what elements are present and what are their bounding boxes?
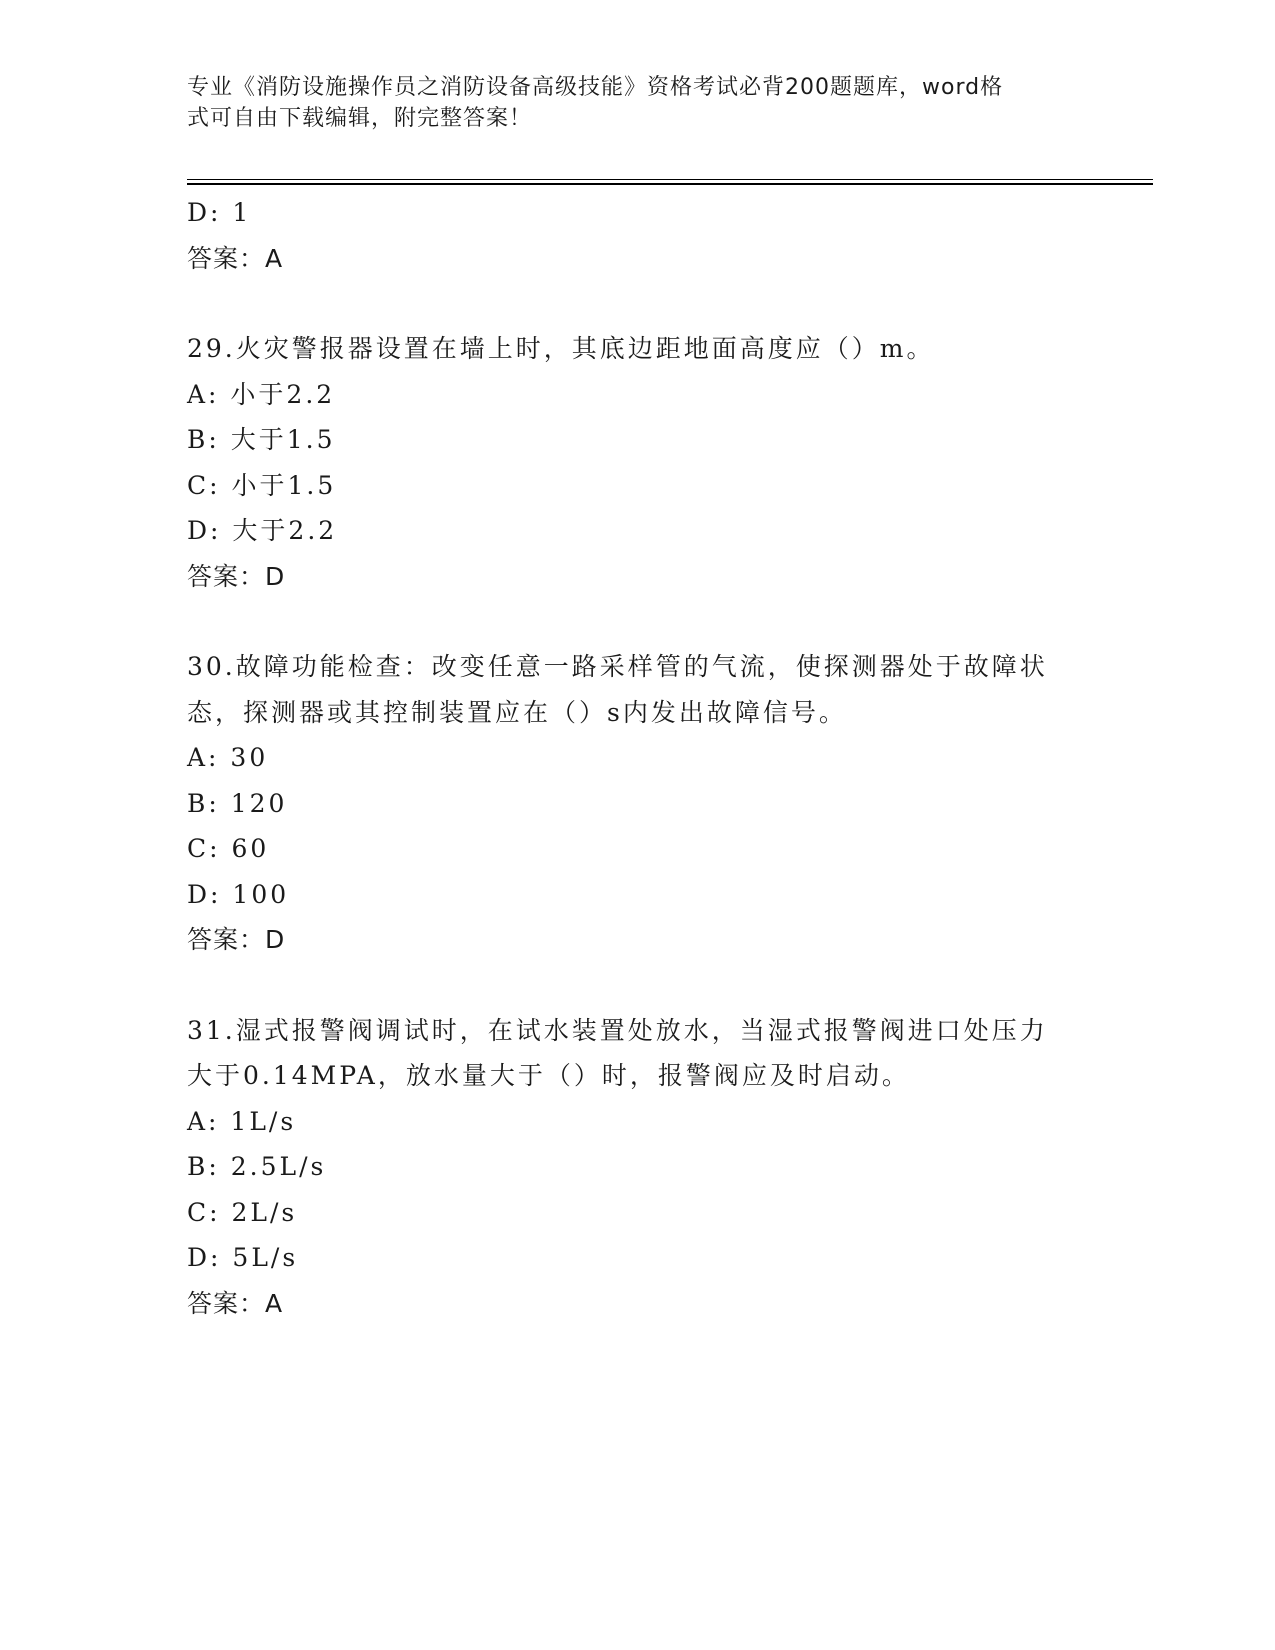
header-divider-thin <box>187 179 1153 180</box>
option-d: D: 100 <box>187 879 290 909</box>
option-d: D: 5L/s <box>187 1243 299 1272</box>
document-header <box>187 72 1067 134</box>
question-stem-line: 30.故障功能检查：改变任意一路采样管的气流，使探测器处于故障状 <box>187 652 1048 681</box>
question-stem-line: 态，探测器或其控制装置应在（）s内发出故障信号。 <box>187 697 847 727</box>
option-c: C: 60 <box>187 834 270 863</box>
header-divider-thick <box>187 183 1153 185</box>
previous-question-tail <box>187 190 1087 281</box>
option-a: A: 30 <box>187 743 269 772</box>
option-b: B: 大于1.5 <box>187 425 336 454</box>
answer-line: 答案：A <box>187 1288 284 1318</box>
option-a: A: 小于2.2 <box>187 379 336 409</box>
option-d: D: 1 <box>187 198 252 227</box>
option-c: C: 小于1.5 <box>187 470 337 500</box>
option-d: D: 大于2.2 <box>187 516 338 545</box>
option-b: B: 2.5L/s <box>187 1152 327 1181</box>
question-stem-line: 大于0.14MPA，放水量大于（）时，报警阀应及时启动。 <box>187 1061 910 1090</box>
question-31 <box>187 1008 1087 1327</box>
option-c: C: 2L/s <box>187 1197 298 1227</box>
option-a: A: 1L/s <box>187 1106 297 1136</box>
header-line-2: 式可自由下载编辑，附完整答案！ <box>187 106 533 131</box>
answer-line: 答案：D <box>187 561 286 591</box>
question-list <box>187 190 1087 1326</box>
question-stem-line: 29.火灾警报器设置在墙上时，其底边距地面高度应（）m。 <box>187 334 935 363</box>
answer-line: 答案：A <box>187 243 284 273</box>
header-line-1: 专业《消防设施操作员之消防设备高级技能》资格考试必背200题题库，word格 <box>187 75 1004 100</box>
question-30 <box>187 644 1087 963</box>
question-stem-line: 31.湿式报警阀调试时，在试水装置处放水，当湿式报警阀进口处压力 <box>187 1015 1048 1045</box>
question-29 <box>187 326 1087 599</box>
answer-line: 答案：D <box>187 925 286 954</box>
option-b: B: 120 <box>187 788 288 818</box>
